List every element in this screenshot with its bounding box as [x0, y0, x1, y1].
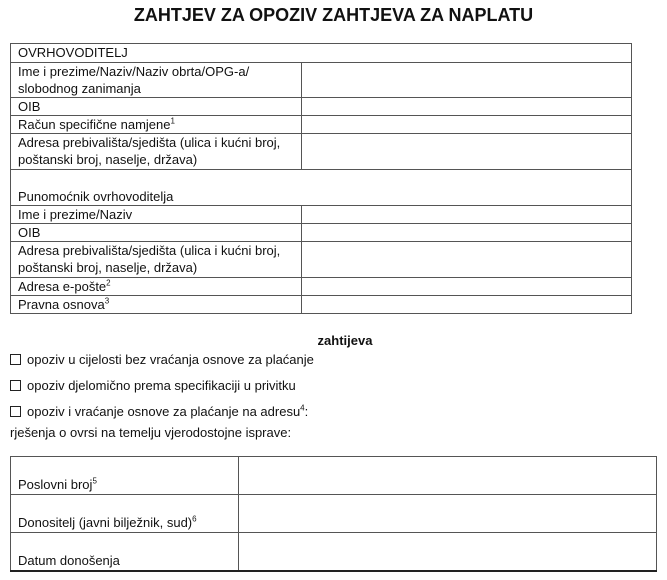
proxy-name-input[interactable]	[302, 206, 632, 224]
proxy-heading: Punomoćnik ovrhovoditelja	[11, 170, 632, 206]
field-label: Poslovni broj$^5$	[11, 457, 239, 495]
checkbox[interactable]	[10, 406, 21, 417]
option-label: opoziv djelomično prema specifikaciji u privitku	[27, 378, 296, 393]
field-label: OIB	[11, 98, 302, 116]
field-label: OIB	[11, 224, 302, 242]
field-label: Datum donošenja	[11, 533, 239, 572]
option-partial-revocation[interactable]	[10, 378, 296, 393]
creditor-address-input[interactable]	[302, 134, 632, 170]
section-heading: zahtijeva	[317, 333, 373, 348]
creditor-name-input[interactable]	[302, 63, 632, 98]
creditor-account-input[interactable]	[302, 116, 632, 134]
field-label: Donositelj (javni bilježnik, sud)$^6$	[11, 495, 239, 533]
creditor-table	[10, 43, 632, 314]
field-label: Adresa e-pošte$^2$	[11, 278, 302, 296]
field-label: Adresa prebivališta/sjedišta (ulica i kućni broj, poštanski broj, naselje, država)	[11, 134, 302, 170]
proxy-legal-basis-input[interactable]	[302, 296, 632, 314]
issuer-input[interactable]	[239, 495, 657, 533]
document-title: ZAHTJEV ZA OPOZIV ZAHTJEVA ZA NAPLATU	[133, 5, 534, 25]
creditor-heading: OVRHOVODITELJ	[11, 44, 632, 63]
decision-note: rješenja o ovrsi na temelju vjerodostojne isprave:	[10, 425, 292, 440]
proxy-oib-input[interactable]	[302, 224, 632, 242]
option-revocation-return[interactable]: opoziv i vraćanje osnove za plaćanje na adresu$^4$:	[10, 404, 308, 419]
case-number-input[interactable]	[239, 457, 657, 495]
creditor-oib-input[interactable]	[302, 98, 632, 116]
checkbox[interactable]	[10, 380, 21, 391]
field-label: Adresa prebivališta/sjedišta (ulica i kućni broj, poštanski broj, naselje, država)	[11, 242, 302, 278]
field-label: Ime i prezime/Naziv	[11, 206, 302, 224]
field-label: Pravna osnova$^3$	[11, 296, 302, 314]
field-label: Račun specifične namjene$^1$	[11, 116, 302, 134]
proxy-email-input[interactable]	[302, 278, 632, 296]
decision-date-input[interactable]	[239, 533, 657, 572]
checkbox[interactable]	[10, 354, 21, 365]
field-label: Ime i prezime/Naziv/Naziv obrta/OPG-a/ slobodnog zanimanja	[11, 63, 302, 98]
option-label: opoziv i vraćanje osnove za plaćanje na adresu	[27, 404, 301, 419]
decision-table	[10, 456, 657, 572]
option-label: opoziv u cijelosti bez vraćanja osnove za plaćanje	[27, 352, 314, 367]
proxy-address-input[interactable]	[302, 242, 632, 278]
option-full-revocation[interactable]	[10, 352, 314, 367]
